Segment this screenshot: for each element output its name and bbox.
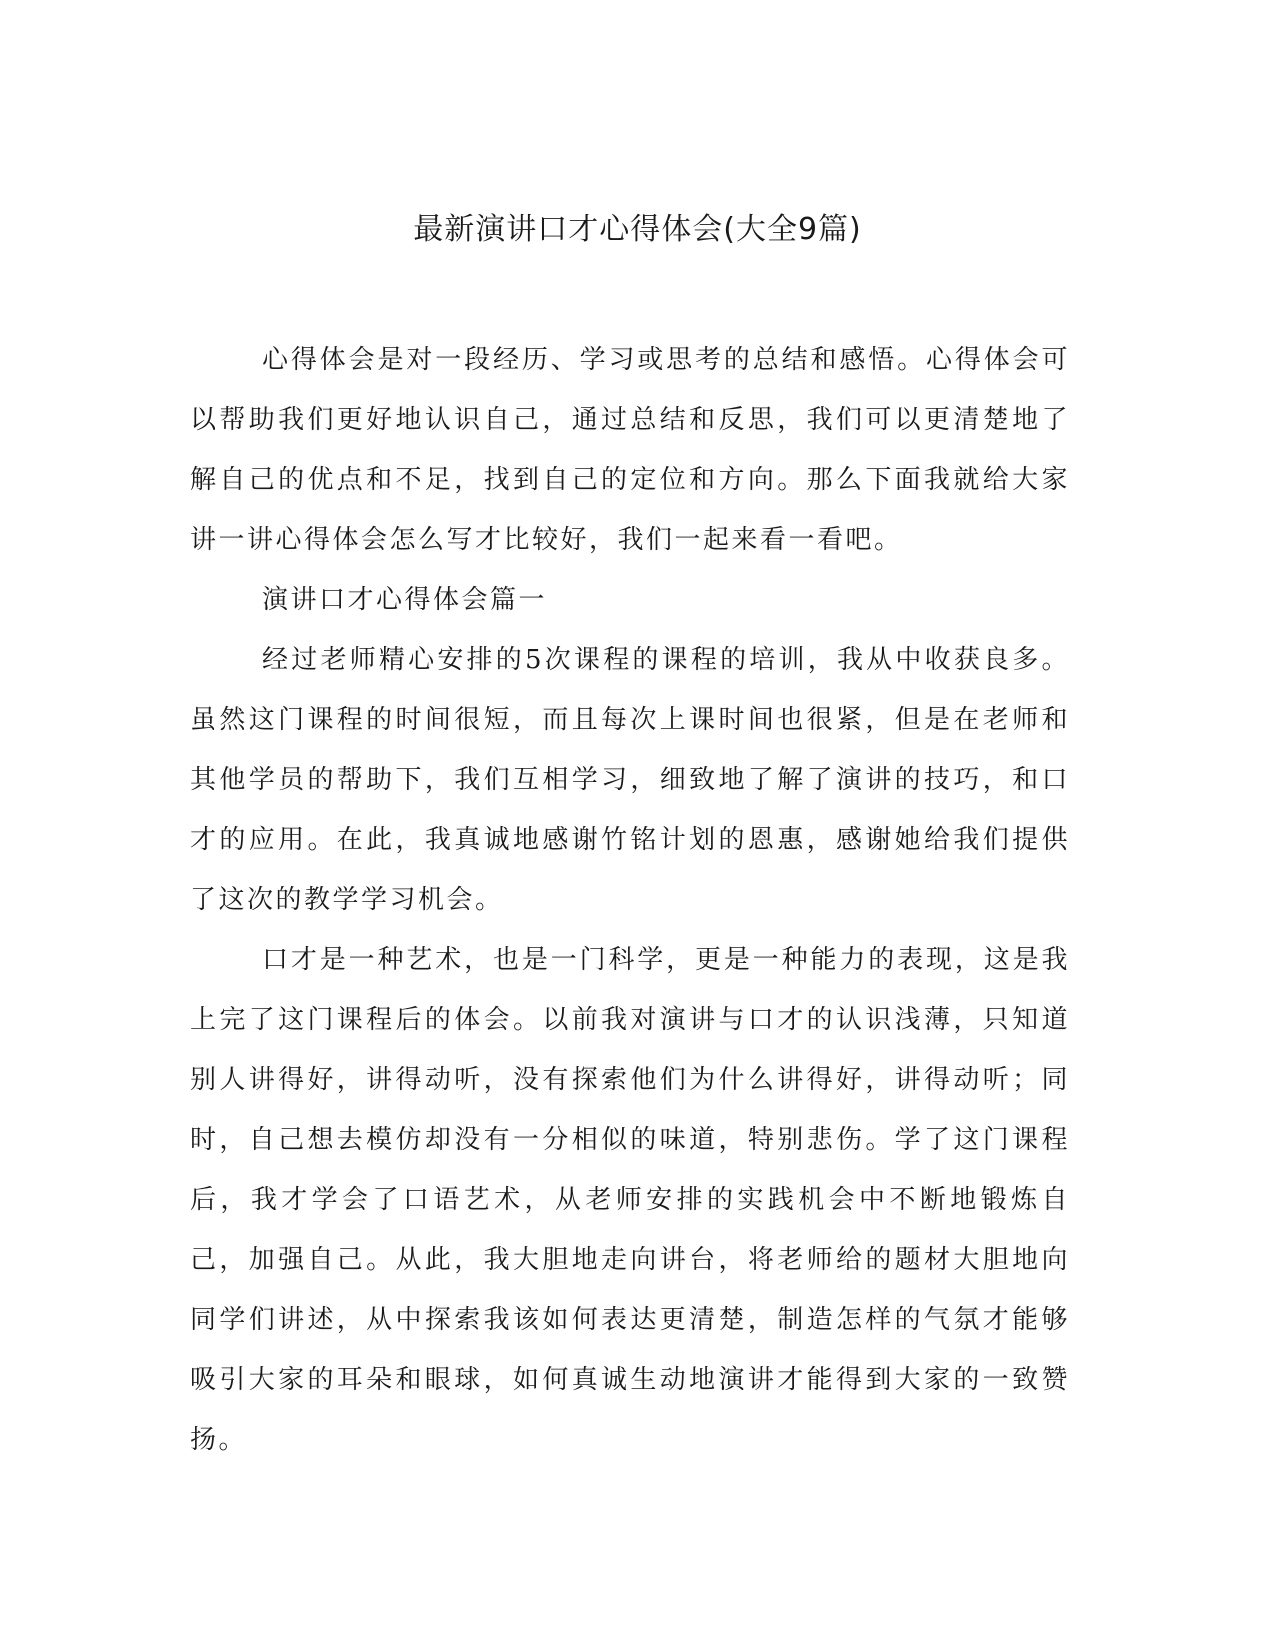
document-title: 最新演讲口才心得体会(大全9篇) xyxy=(413,212,862,247)
body-paragraph-1: 经过老师精心安排的5次课程的课程的培训，我从中收获良多。虽然这门课程的时间很短，而且每次上课时间也很紧，但是在老师和其他学员的帮助下，我们互相学习，细致地了解了演讲的技巧，和口才的应用。在此，我真诚地感谢竹铭计划的恩惠，感谢她给我们提供了这次的教学学习机会。 xyxy=(190,645,1070,915)
section-heading: 演讲口才心得体会篇一 xyxy=(262,585,548,615)
body-paragraph-2: 口才是一种艺术，也是一门科学，更是一种能力的表现，这是我上完了这门课程后的体会。以前我对演讲与口才的认识浅薄，只知道别人讲得好，讲得动听，没有探索他们为什么讲得好，讲得动听；同时，自己想去模仿却没有一分相似的味道，特别悲伤。学了这门课程后，我才学会了口语艺术，从老师安排的实践机会中不断地锻炼自己，加强自己。从此，我大胆地走向讲台，将老师给的题材大胆地向同学们讲述，从中探索我该如何表达更清楚，制造怎样的气氛才能够吸引大家的耳朵和眼球，如何真诚生动地演讲才能得到大家的一致赞扬。 xyxy=(190,945,1070,1455)
intro-paragraph: 心得体会是对一段经历、学习或思考的总结和感悟。心得体会可以帮助我们更好地认识自己，通过总结和反思，我们可以更清楚地了解自己的优点和不足，找到自己的定位和方向。那么下面我就给大家讲一讲心得体会怎么写才比较好，我们一起来看一看吧。 xyxy=(190,345,1070,555)
document-body xyxy=(190,330,1070,1470)
